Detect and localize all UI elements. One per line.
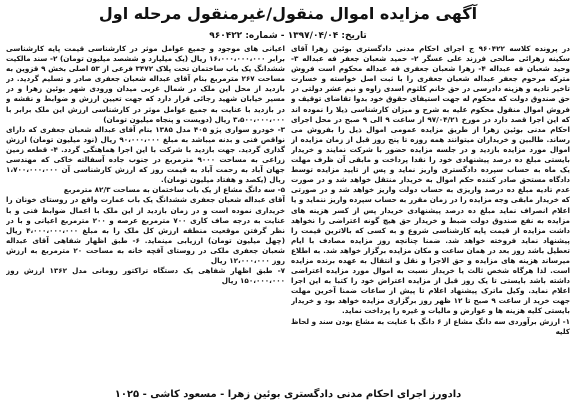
left-column-paragraph: ۷- طبق اظهار شفاهی یک دستگاه تراکتور رومانی مدل ۱۳۶۲ ارزش روز ۱۵۰،۰۰۰،۰۰۰ ریال <box>6 266 285 286</box>
signature-line: دادورز اجرای احکام مدنی دادگستری بوئین زهرا - مسعود کاشی - ۱۰۲۵ <box>114 389 462 400</box>
left-column-paragraph: ۳- خودرو سواری پژو ۴۰۵ مدل ۱۳۸۵ بنام آقای عبداله شعبان جعفری که دارای نواقص فنی و بدنه میباشد به مبلغ ۹۰،۰۰۰،۰۰۰ ریال (نود میلیون تومان) ارزش گذاری گردید. جهت بازدید با شرکت با این اجرا هماهنگی گردد. ۴- قطعه زمین زراعی به مساحت ۹۰۰۰ مترمربع در جنوب جاده آسفالته خاکی که مهندسی جهان آباد به رحمت آباد به قیمت روز که ارزش کارشناسی آن ۱،۷۰۰،۰۰۰،۰۰۰ ریال (یکصد و هفتاد میلیون تومان). <box>6 124 285 185</box>
left-column-paragraph: اعیانی های موجود و جمیع عوامل موثر در کارشناسی قیمت پایه کارشناسی برابر ۱۶،۰۰۰،۰۰۰،۰۰۰ ریال (یک میلیارد و ششصد میلیون تومان) ۲- سند مالکیت ششدانگ یک باب ساختمان تحت پلاک ۳۴۷۲ فرعی از ۵۳ اصلی بخش ۹ قزوین به مساحت ۲۶۷ مترمربع بنام آقای عبداله شعبان جعفری صادر و تسلیم گردید. در بازدید از محل این ملک در شمال غربی میدان ورودی شهر بوئین زهرا و در مسیر خیابان شهید رجائی قرار دارد که جهت تعیین ارزش و ضوابط و نقشه و در بازدید با عنایت به جمیع عوامل موثر در کارشناسی ارزش این ملک برابر با ۳،۵۰۰،۰۰۰،۰۰۰ ریال (دویست و پنجاه میلیون تومان) <box>6 44 285 124</box>
right-column-paragraph: ۱- ارزش برآوردی سه دانگ مشاع از ۶ دانگ با عنایت به مشاع بودن سند و لحاظ کلیه <box>291 316 570 336</box>
left-column <box>6 44 285 382</box>
date-and-number: تاریخ: ۱۳۹۷/۰۴/۰۴ - شماره: ۹۶۰۴۲۲ <box>209 31 367 41</box>
left-column-paragraph: ۵- سه دانگ مشاع از یک باب ساختمان به مساحت ۸۲/۳ مترمربع <box>63 185 285 195</box>
left-column-paragraph: آقای عبداله شعبان جعفری ششدانگ یک باب عمارت واقع در روستای خونان را خریداری نموده است و در زمان بازدید از این ملک با اعمال ضوابط فنی و با عنایت به درجه صاف کاری ۷۰۰ مترمربع عرصه و ۲۰۰ مترمربع اعیانی و با در نظر گرفتن موقعیت منطقه ارزش کل ملک را به مبلغ ۴،۰۰۰،۰۰۰،۰۰۰ ریال (چهل میلیون تومان) ارزیابی مینماید. ۶- طبق اظهار شفاهی آقای عبداله شعبان جعفری ملکی در روستای آقچه خانه به مساحت ۲۰ مترمربع به ارزش روز ۱۲،۰۰۰،۰۰۰ ریال <box>6 195 285 265</box>
right-column <box>291 44 570 382</box>
right-column-paragraph: در پرونده کلاسه ۹۶۰۴۲۲ ج اجرای احکام مدنی دادگستری بوئین زهرا آقای سکینه زهرائی صالحی فرزند علی عسگر ۲- حمید شعبان جعفر فه عبداله ۳- وحید شعبان فه عبداله ۴- زهرا شعبان جعفری فه عبداله محکوم است فروش مترکه مرحوم جعفر عبداله شعبان جعفری را با ثبت اصل خواسته و خسارت تاخیر تادیه و هزینه دادرسی در حق خانم کلثوم اسدی زاوه و نیم عشر دولتی در حق صندوق دولت که محکوم له جهت استیفای حقوق خود بدوا تقاضای توقیف و فروش اموال منقول محکوم علیه به شرح و میزان کارشناسی ذیلا را نموده اند که این اجرا قصد دارد در مورخ ۹۷/۰۴/۲۱ از ساعت ۹ الی ۹ صبح در محل اجرای احکام مدنی بوئین زهرا از طریق مزایده عمومی اموال ذیل را بفروش می رساند. طالبین و خریداران میتوانند همه روزه تا پنج روز قبل از زمان مزایده از اموال مورد مزایده بازدید و در جلسه مزایده حضور با شرکت نمایند و خریدار بایستی مبلغ ده درصد پیشنهادی خود را نقدا پرداخت و مابقی آن ظرف مهلت یک ماه به حساب سپرده دادگستری واریز نماید و پس از تایید مزایده توسط دادگاه مستحق صادر کننده حکم اموال به خریدار منتقل خواهد شد و در صورت عدم تادیه مبلغ ده درصد واریزی به حساب دولت واریز خواهد شد و در صورتی که خریدار مابقی وجه مزایده را در زمان مقرر به حساب سپرده واریز ننماید و یا اعلام انصراف نماید مبلغ ده درصد پیشنهادی خریدار پس از کسر هزینه های مزایده به نفع صندوق دولت ضبط و خریدار حق هیچ گونه اعتراضی را نخواهد داشت مزایده از قیمت پایه کارشناسی شروع و به کسی که بالاترین قیمت را پیشنهاد نماید فروخته خواهد شد. ضمنا چنانچه روز مزایده مصادف با ایام تعطیل باشد روز بعد در همان ساعت و مکان مزایده برگزار خواهد شد. به اطلاع میرساند هزینه های مزایده و حق الاجرا و نقل و انتقال به عهده برنده مزایده است. لذا هرگاه شخص ثالث یا خریدار نسبت به اموال مورد مزایده اعتراضی داشته باشد بایستی تا یک روز قبل از مزایده اعتراض خود را کتبا به این اجرا اعلام نماید. وکیل ماترک پیشنهاد اعلام تا پیش از ساعات ضمنا آخرین مهلت جهت خرید از ساعت ۹ صبح تا ۱۲ ظهر روز برگزاری مزایده خواهد بود و خریدار بایستی کلیه هزینه ها و عوارض و مالیات و غیره را پرداخت نماید. <box>291 44 570 316</box>
page-title: آگهی مزایده اموال منقول/غیرمنقول مرحله اول <box>98 4 478 23</box>
body-columns <box>6 44 570 382</box>
